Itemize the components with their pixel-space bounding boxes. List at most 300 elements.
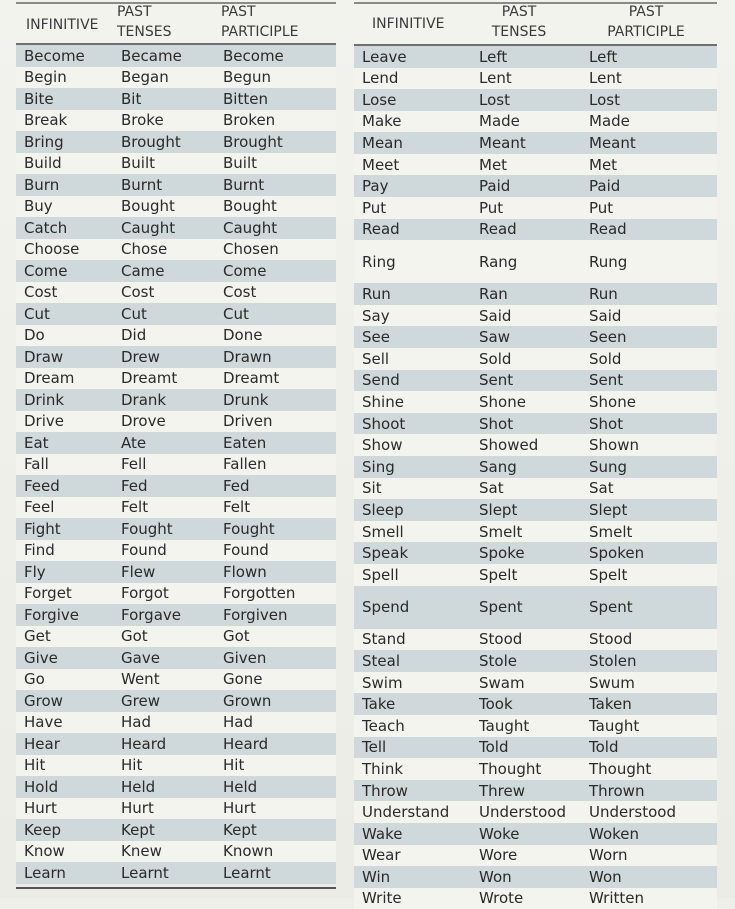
past-tense-cell: Went: [113, 669, 215, 691]
past-participle-cell: Lent: [581, 68, 717, 90]
infinitive-cell: Wear: [354, 845, 471, 867]
infinitive-cell: Hit: [16, 755, 113, 777]
verb-row: [16, 368, 336, 390]
verb-row: [354, 132, 717, 154]
past-participle-cell: Gone: [215, 669, 336, 691]
past-tense-cell: Left: [471, 45, 581, 68]
verb-row: [354, 370, 717, 392]
past-participle-cell: Caught: [215, 217, 336, 239]
past-tense-cell: Bought: [113, 196, 215, 218]
past-tense-cell: Wrote: [471, 888, 581, 909]
infinitive-cell: See: [354, 326, 471, 348]
verb-row: [354, 629, 717, 651]
verb-row: [16, 174, 336, 196]
past-tense-cell: Sent: [471, 370, 581, 392]
infinitive-cell: Tell: [354, 737, 471, 759]
verb-row: [16, 583, 336, 605]
verb-row: [16, 604, 336, 626]
past-participle-cell: Flown: [215, 561, 336, 583]
past-tense-cell: Cut: [113, 303, 215, 325]
verb-row: [16, 217, 336, 239]
past-tense-cell: Thought: [471, 758, 581, 780]
past-tense-cell: Said: [471, 305, 581, 327]
past-tense-cell: Threw: [471, 780, 581, 802]
past-participle-cell: Spelt: [581, 564, 717, 586]
past-tense-cell: Brought: [113, 131, 215, 153]
verb-row: [16, 475, 336, 497]
past-tense-cell: Won: [471, 866, 581, 888]
verb-row: [354, 823, 717, 845]
past-participle-cell: Cut: [215, 303, 336, 325]
past-participle-cell: Spoken: [581, 542, 717, 564]
infinitive-cell: Sing: [354, 456, 471, 478]
past-tense-cell: Had: [113, 712, 215, 734]
infinitive-cell: Cost: [16, 282, 113, 304]
past-participle-cell: Got: [215, 626, 336, 648]
verb-row: [354, 283, 717, 305]
past-participle-cell: Shown: [581, 434, 717, 456]
infinitive-cell: Fight: [16, 518, 113, 540]
verb-row: [354, 154, 717, 176]
verb-row: [16, 454, 336, 476]
infinitive-cell: Steal: [354, 650, 471, 672]
verb-row: [16, 88, 336, 110]
past-tense-cell: Drew: [113, 346, 215, 368]
verb-row: [354, 348, 717, 370]
infinitive-cell: Draw: [16, 346, 113, 368]
past-participle-cell: Shone: [581, 391, 717, 413]
past-participle-cell: Given: [215, 647, 336, 669]
past-participle-cell: Shot: [581, 413, 717, 435]
past-participle-cell: Put: [581, 197, 717, 219]
left-header-row: [16, 0, 336, 44]
past-tense-cell: Became: [113, 44, 215, 67]
verb-row: [354, 888, 717, 909]
past-participle-cell: Made: [581, 111, 717, 133]
infinitive-cell: Understand: [354, 801, 471, 823]
verb-row: [16, 196, 336, 218]
past-participle-cell: Said: [581, 305, 717, 327]
past-tense-cell: Did: [113, 325, 215, 347]
infinitive-cell: Sit: [354, 478, 471, 500]
verb-row: [16, 325, 336, 347]
verb-row: [16, 110, 336, 132]
past-tense-cell: Came: [113, 260, 215, 282]
past-tense-cell: Bit: [113, 88, 215, 110]
past-participle-cell: Forgotten: [215, 583, 336, 605]
past-tense-cell: Made: [471, 111, 581, 133]
verb-row: [16, 712, 336, 734]
infinitive-cell: Take: [354, 693, 471, 715]
infinitive-cell: Give: [16, 647, 113, 669]
past-participle-cell: Driven: [215, 411, 336, 433]
verb-row: [16, 260, 336, 282]
past-tense-cell: Burnt: [113, 174, 215, 196]
infinitive-cell: Begin: [16, 67, 113, 89]
infinitive-cell: Feel: [16, 497, 113, 519]
past-tense-cell: Saw: [471, 326, 581, 348]
verb-row: [354, 326, 717, 348]
past-participle-cell: Broken: [215, 110, 336, 132]
past-participle-cell: Known: [215, 841, 336, 863]
past-tense-cell: Built: [113, 153, 215, 175]
verb-row: [354, 521, 717, 543]
verb-row: [354, 737, 717, 759]
past-tense-cell: Spoke: [471, 542, 581, 564]
left-bottom-rule: [16, 887, 336, 889]
past-tense-cell: Woke: [471, 823, 581, 845]
past-participle-cell: Fought: [215, 518, 336, 540]
past-participle-cell: Sold: [581, 348, 717, 370]
infinitive-cell: Grow: [16, 690, 113, 712]
infinitive-cell: Learn: [16, 862, 113, 884]
infinitive-cell: Burn: [16, 174, 113, 196]
past-tense-cell: Shot: [471, 413, 581, 435]
past-participle-cell: Thought: [581, 758, 717, 780]
past-tense-cell: Chose: [113, 239, 215, 261]
infinitive-cell: Wake: [354, 823, 471, 845]
past-participle-cell: Sent: [581, 370, 717, 392]
past-tense-cell: Fed: [113, 475, 215, 497]
past-participle-cell: Eaten: [215, 432, 336, 454]
past-tense-cell: Lent: [471, 68, 581, 90]
past-participle-cell: Grown: [215, 690, 336, 712]
infinitive-cell: Know: [16, 841, 113, 863]
verb-row: [16, 518, 336, 540]
infinitive-cell: Win: [354, 866, 471, 888]
infinitive-cell: Drive: [16, 411, 113, 433]
verb-row: [354, 672, 717, 694]
verb-row: [354, 413, 717, 435]
infinitive-cell: Catch: [16, 217, 113, 239]
verb-row: [354, 68, 717, 90]
past-participle-cell: Seen: [581, 326, 717, 348]
infinitive-cell: Hear: [16, 733, 113, 755]
past-tense-cell: Stood: [471, 629, 581, 651]
past-participle-cell: Learnt: [215, 862, 336, 884]
past-tense-cell: Knew: [113, 841, 215, 863]
past-participle-cell: Drunk: [215, 389, 336, 411]
past-participle-cell: Read: [581, 219, 717, 241]
past-participle-cell: Sat: [581, 478, 717, 500]
past-participle-cell: Forgiven: [215, 604, 336, 626]
past-participle-cell: Heard: [215, 733, 336, 755]
past-tense-cell: Dreamt: [113, 368, 215, 390]
verb-row: [16, 44, 336, 67]
right-verb-table: [354, 0, 717, 909]
past-participle-cell: Done: [215, 325, 336, 347]
past-participle-cell: Held: [215, 776, 336, 798]
past-tense-cell: Fought: [113, 518, 215, 540]
infinitive-cell: Make: [354, 111, 471, 133]
verb-row: [354, 564, 717, 586]
header-past-tenses: PAST TENSES: [491, 4, 547, 40]
infinitive-cell: Forget: [16, 583, 113, 605]
header-past-tenses: PAST TENSES: [117, 3, 172, 40]
verb-row: [16, 841, 336, 863]
past-tense-cell: Sold: [471, 348, 581, 370]
left-verb-table: [16, 0, 336, 884]
past-participle-cell: Woken: [581, 823, 717, 845]
past-tense-cell: Flew: [113, 561, 215, 583]
past-participle-cell: Worn: [581, 845, 717, 867]
infinitive-cell: Build: [16, 153, 113, 175]
infinitive-cell: Leave: [354, 45, 471, 68]
verb-row: [354, 240, 717, 283]
verb-row: [16, 862, 336, 884]
verb-row: [354, 391, 717, 413]
infinitive-cell: Forgive: [16, 604, 113, 626]
header-past-participle: PAST PARTICIPLE: [607, 4, 685, 40]
past-participle-cell: Found: [215, 540, 336, 562]
verb-row: [354, 45, 717, 68]
past-tense-cell: Smelt: [471, 521, 581, 543]
past-tense-cell: Hit: [113, 755, 215, 777]
infinitive-cell: Shoot: [354, 413, 471, 435]
verb-row: [354, 845, 717, 867]
verb-row: [354, 758, 717, 780]
infinitive-cell: Read: [354, 219, 471, 241]
past-tense-cell: Understood: [471, 801, 581, 823]
verb-row: [354, 693, 717, 715]
past-participle-cell: Fallen: [215, 454, 336, 476]
verb-row: [16, 540, 336, 562]
infinitive-cell: Put: [354, 197, 471, 219]
verb-row: [16, 798, 336, 820]
past-participle-cell: Understood: [581, 801, 717, 823]
past-participle-cell: Bought: [215, 196, 336, 218]
verb-row: [16, 411, 336, 433]
infinitive-cell: Pay: [354, 175, 471, 197]
infinitive-cell: Bring: [16, 131, 113, 153]
past-participle-cell: Sung: [581, 456, 717, 478]
infinitive-cell: Ring: [354, 240, 471, 283]
verb-row: [16, 153, 336, 175]
past-participle-cell: Built: [215, 153, 336, 175]
infinitive-cell: Buy: [16, 196, 113, 218]
past-tense-cell: Meant: [471, 132, 581, 154]
past-tense-cell: Told: [471, 737, 581, 759]
verb-row: [16, 497, 336, 519]
past-participle-cell: Meant: [581, 132, 717, 154]
past-participle-cell: Bitten: [215, 88, 336, 110]
past-tense-cell: Spent: [471, 586, 581, 629]
past-tense-cell: Cost: [113, 282, 215, 304]
past-tense-cell: Lost: [471, 89, 581, 111]
past-participle-cell: Dreamt: [215, 368, 336, 390]
infinitive-cell: Send: [354, 370, 471, 392]
past-participle-cell: Kept: [215, 819, 336, 841]
verb-row: [354, 499, 717, 521]
past-participle-cell: Had: [215, 712, 336, 734]
past-participle-cell: Brought: [215, 131, 336, 153]
verb-row: [16, 561, 336, 583]
verb-row: [354, 197, 717, 219]
infinitive-cell: Fly: [16, 561, 113, 583]
verb-row: [16, 669, 336, 691]
infinitive-cell: Break: [16, 110, 113, 132]
past-participle-cell: Drawn: [215, 346, 336, 368]
verb-row: [354, 456, 717, 478]
past-tense-cell: Caught: [113, 217, 215, 239]
verb-row: [16, 239, 336, 261]
header-infinitive: INFINITIVE: [26, 16, 99, 33]
past-tense-cell: Sang: [471, 456, 581, 478]
infinitive-cell: Feed: [16, 475, 113, 497]
past-tense-cell: Slept: [471, 499, 581, 521]
past-participle-cell: Written: [581, 888, 717, 909]
infinitive-cell: Teach: [354, 715, 471, 737]
infinitive-cell: Go: [16, 669, 113, 691]
past-tense-cell: Hurt: [113, 798, 215, 820]
verb-row: [354, 715, 717, 737]
past-tense-cell: Drank: [113, 389, 215, 411]
past-tense-cell: Found: [113, 540, 215, 562]
infinitive-cell: Find: [16, 540, 113, 562]
infinitive-cell: Sleep: [354, 499, 471, 521]
verb-row: [354, 478, 717, 500]
header-infinitive: INFINITIVE: [372, 15, 445, 32]
infinitive-cell: Get: [16, 626, 113, 648]
past-participle-cell: Begun: [215, 67, 336, 89]
past-tense-cell: Met: [471, 154, 581, 176]
infinitive-cell: Show: [354, 434, 471, 456]
past-participle-cell: Told: [581, 737, 717, 759]
past-participle-cell: Burnt: [215, 174, 336, 196]
past-participle-cell: Become: [215, 44, 336, 67]
infinitive-cell: Say: [354, 305, 471, 327]
past-participle-cell: Slept: [581, 499, 717, 521]
infinitive-cell: Do: [16, 325, 113, 347]
verb-row: [16, 626, 336, 648]
infinitive-cell: Hurt: [16, 798, 113, 820]
past-tense-cell: Kept: [113, 819, 215, 841]
verb-row: [354, 434, 717, 456]
infinitive-cell: Keep: [16, 819, 113, 841]
past-participle-cell: Run: [581, 283, 717, 305]
past-participle-cell: Hit: [215, 755, 336, 777]
past-tense-cell: Gave: [113, 647, 215, 669]
past-participle-cell: Taught: [581, 715, 717, 737]
past-participle-cell: Smelt: [581, 521, 717, 543]
verb-row: [16, 131, 336, 153]
infinitive-cell: Lose: [354, 89, 471, 111]
past-tense-cell: Felt: [113, 497, 215, 519]
infinitive-cell: Come: [16, 260, 113, 282]
past-participle-cell: Fed: [215, 475, 336, 497]
infinitive-cell: Sell: [354, 348, 471, 370]
past-tense-cell: Held: [113, 776, 215, 798]
past-participle-cell: Left: [581, 45, 717, 68]
infinitive-cell: Write: [354, 888, 471, 909]
verb-row: [354, 111, 717, 133]
infinitive-cell: Run: [354, 283, 471, 305]
past-participle-cell: Lost: [581, 89, 717, 111]
past-participle-cell: Rung: [581, 240, 717, 283]
past-participle-cell: Swum: [581, 672, 717, 694]
infinitive-cell: Speak: [354, 542, 471, 564]
past-tense-cell: Forgot: [113, 583, 215, 605]
verb-row: [354, 866, 717, 888]
past-tense-cell: Heard: [113, 733, 215, 755]
verb-row: [354, 89, 717, 111]
verb-row: [16, 776, 336, 798]
verb-row: [16, 819, 336, 841]
infinitive-cell: Meet: [354, 154, 471, 176]
infinitive-cell: Swim: [354, 672, 471, 694]
past-participle-cell: Cost: [215, 282, 336, 304]
infinitive-cell: Cut: [16, 303, 113, 325]
past-tense-cell: Read: [471, 219, 581, 241]
infinitive-cell: Dream: [16, 368, 113, 390]
infinitive-cell: Become: [16, 44, 113, 67]
infinitive-cell: Eat: [16, 432, 113, 454]
infinitive-cell: Spell: [354, 564, 471, 586]
past-participle-cell: Come: [215, 260, 336, 282]
past-participle-cell: Won: [581, 866, 717, 888]
past-participle-cell: Paid: [581, 175, 717, 197]
past-tense-cell: Taught: [471, 715, 581, 737]
past-tense-cell: Wore: [471, 845, 581, 867]
past-tense-cell: Spelt: [471, 564, 581, 586]
past-tense-cell: Sat: [471, 478, 581, 500]
past-tense-cell: Broke: [113, 110, 215, 132]
verb-row: [16, 303, 336, 325]
verb-row: [354, 780, 717, 802]
infinitive-cell: Mean: [354, 132, 471, 154]
verb-row: [354, 586, 717, 629]
past-tense-cell: Grew: [113, 690, 215, 712]
past-participle-cell: Spent: [581, 586, 717, 629]
infinitive-cell: Lend: [354, 68, 471, 90]
past-tense-cell: Shone: [471, 391, 581, 413]
past-participle-cell: Thrown: [581, 780, 717, 802]
infinitive-cell: Choose: [16, 239, 113, 261]
verb-row: [16, 282, 336, 304]
infinitive-cell: Throw: [354, 780, 471, 802]
past-tense-cell: Learnt: [113, 862, 215, 884]
header-past-participle: PAST PARTICIPLE: [221, 3, 299, 40]
past-tense-cell: Stole: [471, 650, 581, 672]
past-tense-cell: Paid: [471, 175, 581, 197]
infinitive-cell: Spend: [354, 586, 471, 629]
infinitive-cell: Smell: [354, 521, 471, 543]
past-tense-cell: Fell: [113, 454, 215, 476]
past-tense-cell: Drove: [113, 411, 215, 433]
past-tense-cell: Put: [471, 197, 581, 219]
past-participle-cell: Hurt: [215, 798, 336, 820]
verb-row: [354, 305, 717, 327]
verb-row: [16, 733, 336, 755]
past-participle-cell: Met: [581, 154, 717, 176]
verb-row: [16, 690, 336, 712]
past-tense-cell: Swam: [471, 672, 581, 694]
verb-row: [16, 432, 336, 454]
verb-row: [16, 647, 336, 669]
past-tense-cell: Showed: [471, 434, 581, 456]
past-tense-cell: Forgave: [113, 604, 215, 626]
infinitive-cell: Have: [16, 712, 113, 734]
verb-row: [354, 650, 717, 672]
verb-row: [16, 389, 336, 411]
infinitive-cell: Hold: [16, 776, 113, 798]
verb-row: [354, 542, 717, 564]
verb-row: [16, 755, 336, 777]
past-participle-cell: Chosen: [215, 239, 336, 261]
past-tense-cell: Got: [113, 626, 215, 648]
infinitive-cell: Think: [354, 758, 471, 780]
past-participle-cell: Stolen: [581, 650, 717, 672]
